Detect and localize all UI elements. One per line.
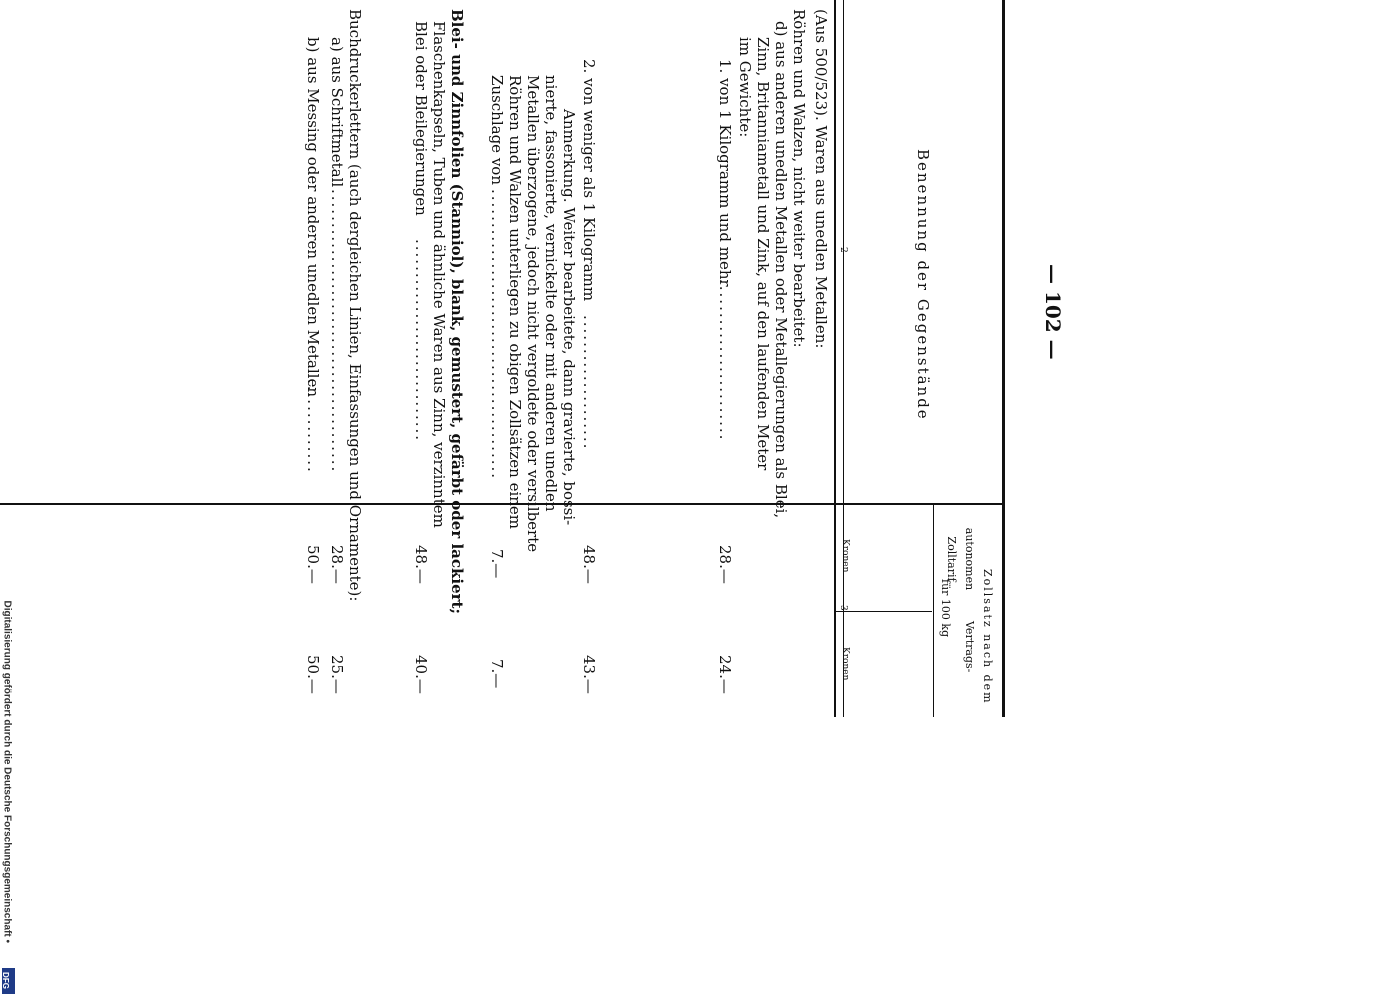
- row-text: Zuschlage von: [487, 74, 506, 185]
- row-autonomous: 48.—: [411, 544, 430, 584]
- dfg-logo: [2, 968, 15, 994]
- row-text: Buchdruckerlettern (auch dergleichen Linien, Einfassungen und Ornamente):: [345, 8, 364, 601]
- colnum-2: 2: [837, 246, 848, 253]
- row-text: Blei- und Zinnfolien (Stanniol), blank, gemustert, gefärbt oder lackiert;: [447, 8, 466, 614]
- row-text: 2. von weniger als 1 Kilogramm: [579, 58, 598, 301]
- col3-subheader-rule: [933, 503, 934, 717]
- row-text: Blei oder Bleilegierungen: [411, 20, 430, 216]
- leader-dots: ........................: [715, 278, 734, 441]
- row-treaty: 24.—: [715, 654, 734, 694]
- row-text: Zinn, Britanniametall und Zink, auf den laufenden Meter: [753, 36, 772, 470]
- leader-dots: ....................: [579, 314, 598, 450]
- digitization-credit-text: Digitalisierung gefördert durch die Deutsche Forschungsgemeinschaft •: [1, 600, 13, 943]
- unit-treaty: Kronen: [839, 646, 850, 680]
- leader-dots: ...........................................: [487, 188, 506, 480]
- dfg-logo-text: DFG: [0, 972, 10, 989]
- row-text: Röhren und Walzen unterliegen zu obigen Zollsätzen einem: [505, 74, 524, 529]
- row-treaty: 50.—: [303, 654, 322, 694]
- row-autonomous: 48.—: [579, 544, 598, 584]
- leader-dots: ..............................: [411, 238, 430, 442]
- row-text: im Gewichte:: [735, 36, 754, 137]
- row-text: a) aus Schriftmetall: [327, 36, 346, 187]
- row-text: d) aus anderen unedlen Metallen oder Metallegierungen als Blei,: [771, 20, 790, 518]
- leader-dots: ..............: [303, 378, 322, 474]
- row-treaty: 40.—: [411, 654, 430, 694]
- header-col3-autonomous: autonomen Zolltarif: [944, 527, 976, 590]
- colnum-3: 3: [837, 604, 848, 611]
- row-treaty: 7.—: [487, 658, 506, 688]
- table-top-rule: [1002, 0, 1005, 717]
- row-text: nierte, fassonierte, vernickelte oder mit anderen unedlen: [541, 74, 560, 512]
- row-text: Anmerkung. Weiter bearbeitete, dann gravierte, bossi-: [559, 108, 578, 525]
- digitization-credit: [1, 600, 16, 997]
- row-autonomous: 28.—: [715, 544, 734, 584]
- row-treaty: 25.—: [327, 654, 346, 694]
- row-autonomous: 28.—: [327, 544, 346, 584]
- row-text: Metallen überzogene, jedoch nicht vergoldete oder versilberte: [523, 74, 542, 552]
- row-text: Flaschenkapseln, Tuben und ähnliche Waren aus Zinn, verzinntem: [429, 20, 448, 528]
- header-col3-per: für 100 kg: [938, 578, 952, 637]
- header-col2: Benennung der Gegenstände: [913, 148, 932, 421]
- row-text: b) aus Messing oder anderen unedlen Metallen: [303, 36, 322, 397]
- row-text: Röhren und Walzen, nicht weiter bearbeitet:: [789, 8, 808, 348]
- row-treaty: 43.—: [579, 654, 598, 694]
- page-number: — 102 —: [1040, 263, 1065, 360]
- leader-dots: ..........................................: [327, 188, 346, 473]
- header-col3-title: Zollsatz nach dem: [980, 568, 994, 705]
- unit-autonomous: Kronen: [839, 538, 850, 572]
- row-autonomous: 50.—: [303, 544, 322, 584]
- row-autonomous: 7.—: [487, 548, 506, 578]
- header-col3-treaty: Vertrags-: [962, 620, 976, 672]
- row-text: 1. von 1 Kilogramm und mehr: [715, 58, 734, 287]
- row-text: (Aus 500/523). Waren aus unedlen Metallen:: [811, 8, 830, 348]
- col2-divider: [0, 503, 1005, 505]
